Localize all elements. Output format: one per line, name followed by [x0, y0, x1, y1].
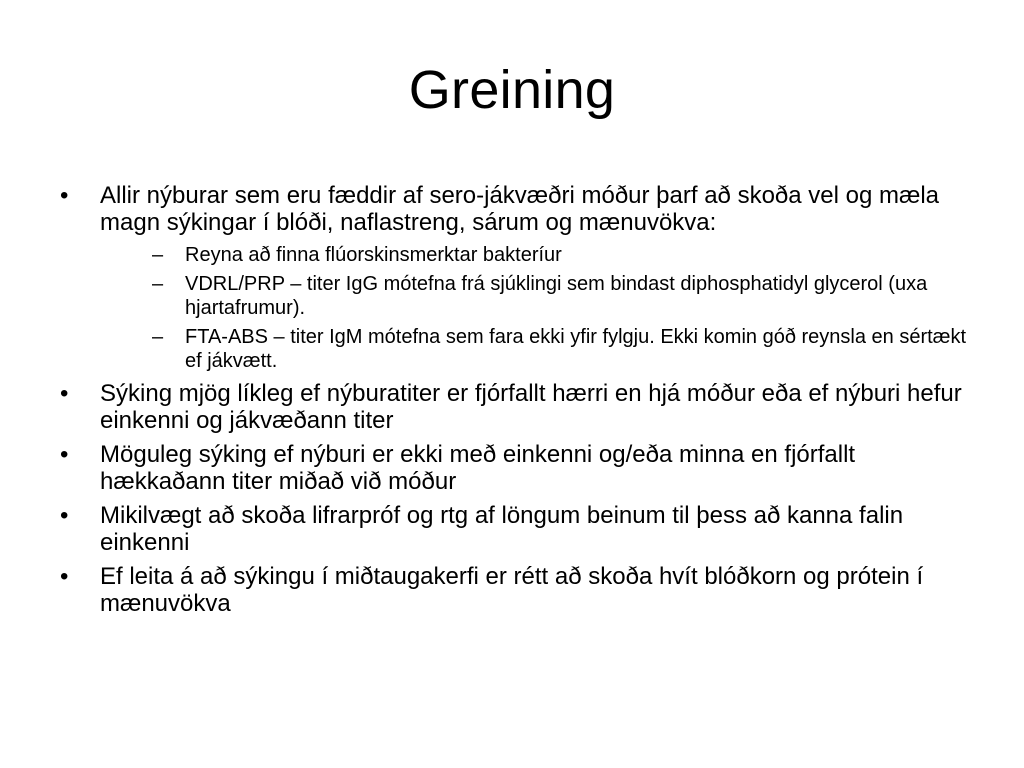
sub-bullet-text: Reyna að finna flúorskinsmerktar bakteríur [185, 244, 562, 266]
bullet-icon: • [60, 441, 69, 468]
bullet-text: Ef leita á að sýkingu í miðtaugakerfi er rétt að skoða hvít blóðkorn og prótein í mænuvökva [100, 563, 924, 617]
sub-bullet-item [100, 272, 980, 320]
bullet-item [60, 563, 980, 617]
sub-bullet-text: VDRL/PRP – titer IgG mótefna frá sjúklingi sem bindast diphosphatidyl glycerol (uxa hjartafrumur). [185, 273, 928, 319]
slide-content [60, 182, 980, 624]
sub-bullet-text: FTA-ABS – titer IgM mótefna sem fara ekki yfir fylgju. Ekki komin góð reynsla en sértækt ef jákvætt. [185, 326, 967, 372]
bullet-item [60, 502, 980, 556]
dash-icon: – [152, 244, 164, 266]
bullet-item [60, 441, 980, 495]
bullet-icon: • [60, 563, 69, 590]
bullet-icon: • [60, 502, 69, 529]
bullet-text: Sýking mjög líkleg ef nýburatiter er fjórfallt hærri en hjá móður eða ef nýburi hefur einkenni og jákvæðann titer [100, 380, 962, 434]
bullet-icon: • [60, 380, 69, 407]
dash-icon: – [152, 273, 164, 295]
dash-icon: – [152, 326, 164, 348]
bullet-text: Möguleg sýking ef nýburi er ekki með einkenni og/eða minna en fjórfallt hækkaðann titer miðað við móður [100, 441, 856, 495]
bullet-item [60, 182, 980, 373]
sub-bullet-item [100, 325, 980, 373]
bullet-icon: • [60, 182, 69, 209]
bullet-item [60, 380, 980, 434]
bullet-list [60, 182, 980, 617]
bullet-text: Mikilvægt að skoða lifrarpróf og rtg af löngum beinum til þess að kanna falin einkenni [100, 502, 904, 556]
sub-bullet-item [100, 243, 980, 267]
slide-title: Greining [408, 60, 616, 120]
sub-bullet-list [100, 243, 980, 373]
bullet-text: Allir nýburar sem eru fæddir af sero-jákvæðri móður þarf að skoða vel og mæla magn sýkingar í blóði, naflastreng, sárum og mænuvökva: [100, 182, 940, 236]
